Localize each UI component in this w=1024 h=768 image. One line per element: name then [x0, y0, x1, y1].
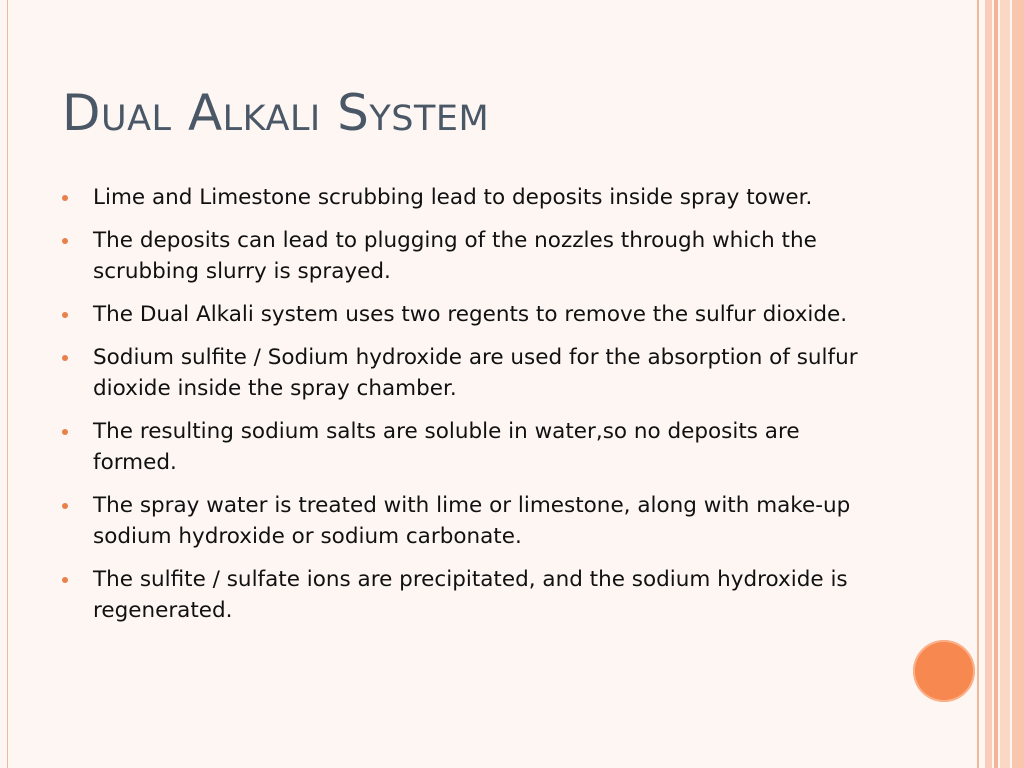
bullet-text: Sodium sulfite / Sodium hydroxide are used for the absorption of sulfur dioxide inside the spray chamber. — [93, 345, 858, 401]
bullet-dot-icon — [62, 429, 68, 435]
bullet-dot-icon — [62, 355, 68, 361]
bullet-text: The resulting sodium salts are soluble in water,so no deposits are formed. — [93, 419, 800, 475]
bullet-dot-icon — [62, 503, 68, 509]
bullet-dot-icon — [62, 577, 68, 583]
bullet-item — [60, 182, 890, 213]
slide-title: Dual Alkali System — [62, 84, 490, 142]
bullet-item — [60, 490, 890, 552]
bullet-item — [60, 299, 890, 330]
bullet-text: The Dual Alkali system uses two regents to remove the sulfur dioxide. — [93, 302, 848, 327]
bullet-text: The sulfite / sulfate ions are precipitated, and the sodium hydroxide is regenerated. — [93, 567, 848, 623]
bullet-item — [60, 416, 890, 478]
bullet-text: Lime and Limestone scrubbing lead to deposits inside spray tower. — [93, 185, 813, 210]
bullet-text: The spray water is treated with lime or limestone, along with make-up sodium hydroxide or sodium carbonate. — [93, 493, 851, 549]
bullet-item — [60, 342, 890, 404]
left-border-decoration — [0, 0, 8, 768]
right-stripe-decoration — [985, 0, 992, 768]
bullet-text: The deposits can lead to plugging of the nozzles through which the scrubbing slurry is sprayed. — [93, 228, 817, 284]
right-stripe-decoration — [977, 0, 979, 768]
right-stripe-decoration — [1012, 0, 1024, 768]
bullet-item — [60, 225, 890, 287]
right-stripe-decoration — [994, 0, 998, 768]
orange-circle-decoration — [913, 640, 975, 702]
bullet-dot-icon — [62, 312, 68, 318]
bullet-dot-icon — [62, 195, 68, 201]
bullet-dot-icon — [62, 238, 68, 244]
bullet-list — [60, 182, 890, 638]
bullet-item — [60, 564, 890, 626]
right-stripe-decoration — [1000, 0, 1010, 768]
